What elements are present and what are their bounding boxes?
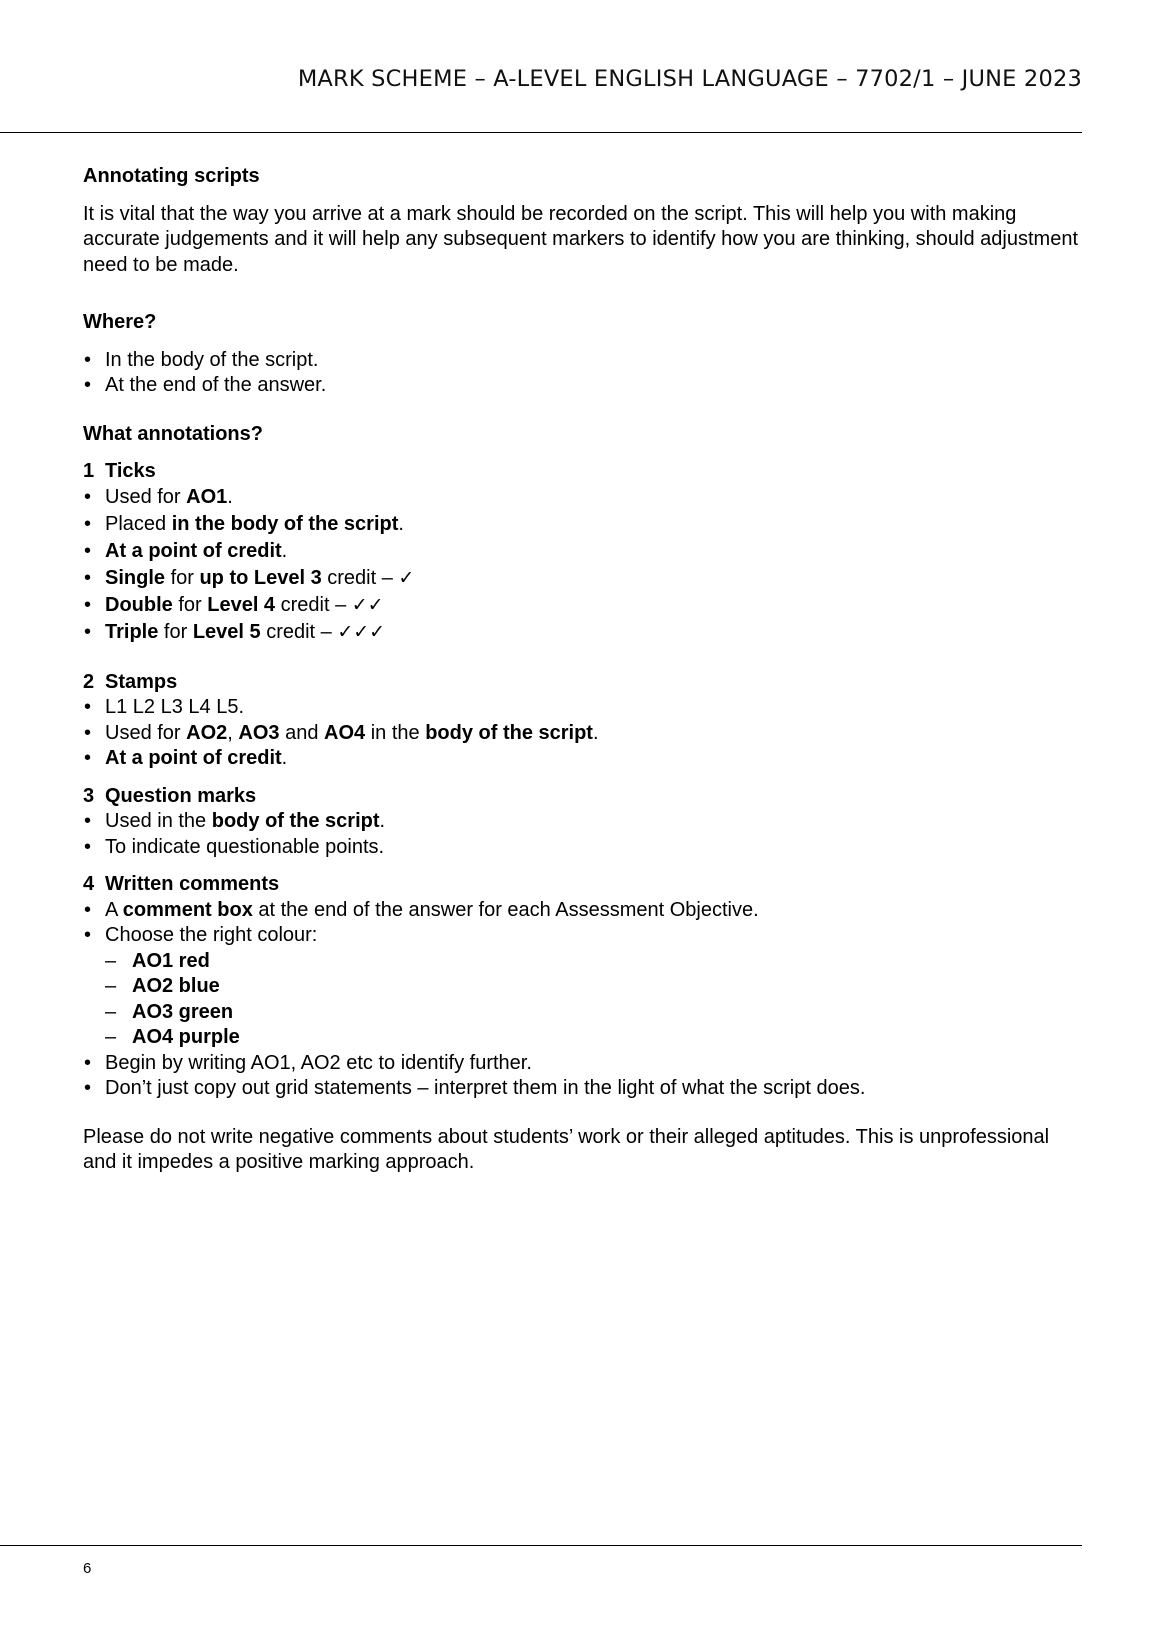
running-header: MARK SCHEME – A-LEVEL ENGLISH LANGUAGE – 7702/1 – JUNE 2023 [297,66,1082,92]
comments-heading [83,872,1083,898]
comments-title: Written comments [105,873,280,895]
tick-mark: ✓✓ [351,593,384,616]
ticks-number: 1 [83,460,95,482]
stamps-title: Stamps [105,670,178,693]
stamps-list [83,695,1083,772]
comments-number: 4 [83,873,95,895]
list-item: • At the end of the answer. [83,373,1083,399]
ticks-title: Ticks [105,460,156,482]
what-heading: What annotations? [83,422,263,445]
footer-rule [0,1545,1082,1546]
list-item: • In the body of the script. [83,348,1083,374]
list-item: • Used for AO2, AO3 and AO4 in the body of the script. [83,721,1083,747]
comments-list-continued [83,1051,1083,1102]
where-heading: Where? [83,311,157,333]
where-list [83,348,1083,399]
colour-item-ao4: – AO4 purple [105,1026,240,1048]
list-item: • At a point of credit. [83,746,1083,772]
list-item: • Double for Level 4 credit – ✓✓ [83,593,1083,619]
list-item: • To indicate questionable points. [83,835,1083,861]
closing-paragraph: Please do not write negative comments about students’ work or their alleged aptitudes. This is unprofessional and it impedes a positive marking approach. [83,1125,1050,1173]
header-rule [0,132,1082,133]
list-item: • Used in the body of the script. [83,809,1083,835]
question-marks-list [83,809,1083,860]
section-title: Annotating scripts [83,165,260,187]
list-item: • Used for AO1. [83,485,1083,511]
list-item: • Choose the right colour: [83,923,1083,949]
list-item: • Placed in the body of the script. [83,512,1083,538]
intro-paragraph: It is vital that the way you arrive at a mark should be recorded on the script. This will help you with making accurate judgements and it will help any subsequent markers to identify how you are thinking, should adjustment need to be made. [83,202,1079,276]
question-marks-number: 3 [83,784,95,807]
colour-item-ao2: – AO2 blue [105,975,220,997]
page-number: 6 [83,1560,92,1577]
question-marks-title: Question marks [105,784,257,807]
page-content [83,164,1083,1176]
list-item: • Begin by writing AO1, AO2 etc to identify further. [83,1051,1083,1077]
colour-item-ao1: – AO1 red [105,949,210,972]
stamps-heading [83,670,1083,696]
list-item: • At a point of credit. [83,539,1083,565]
list-item: • L1 L2 L3 L4 L5. [83,695,1083,721]
comments-list [83,898,1083,949]
tick-mark: ✓✓✓ [337,620,386,643]
stamps-number: 2 [83,670,95,693]
ticks-list [83,485,1083,646]
colour-item-ao3: – AO3 green [105,1000,234,1023]
ticks-heading [83,459,1083,485]
tick-mark: ✓ [398,566,415,589]
list-item: • Triple for Level 5 credit – ✓✓✓ [83,620,1083,646]
list-item: • A comment box at the end of the answer for each Assessment Objective. [83,898,1083,924]
question-marks-heading [83,784,1083,810]
list-item: • Don’t just copy out grid statements – interpret them in the light of what the script does. [83,1076,1083,1102]
list-item: • Single for up to Level 3 credit – ✓ [83,566,1083,592]
